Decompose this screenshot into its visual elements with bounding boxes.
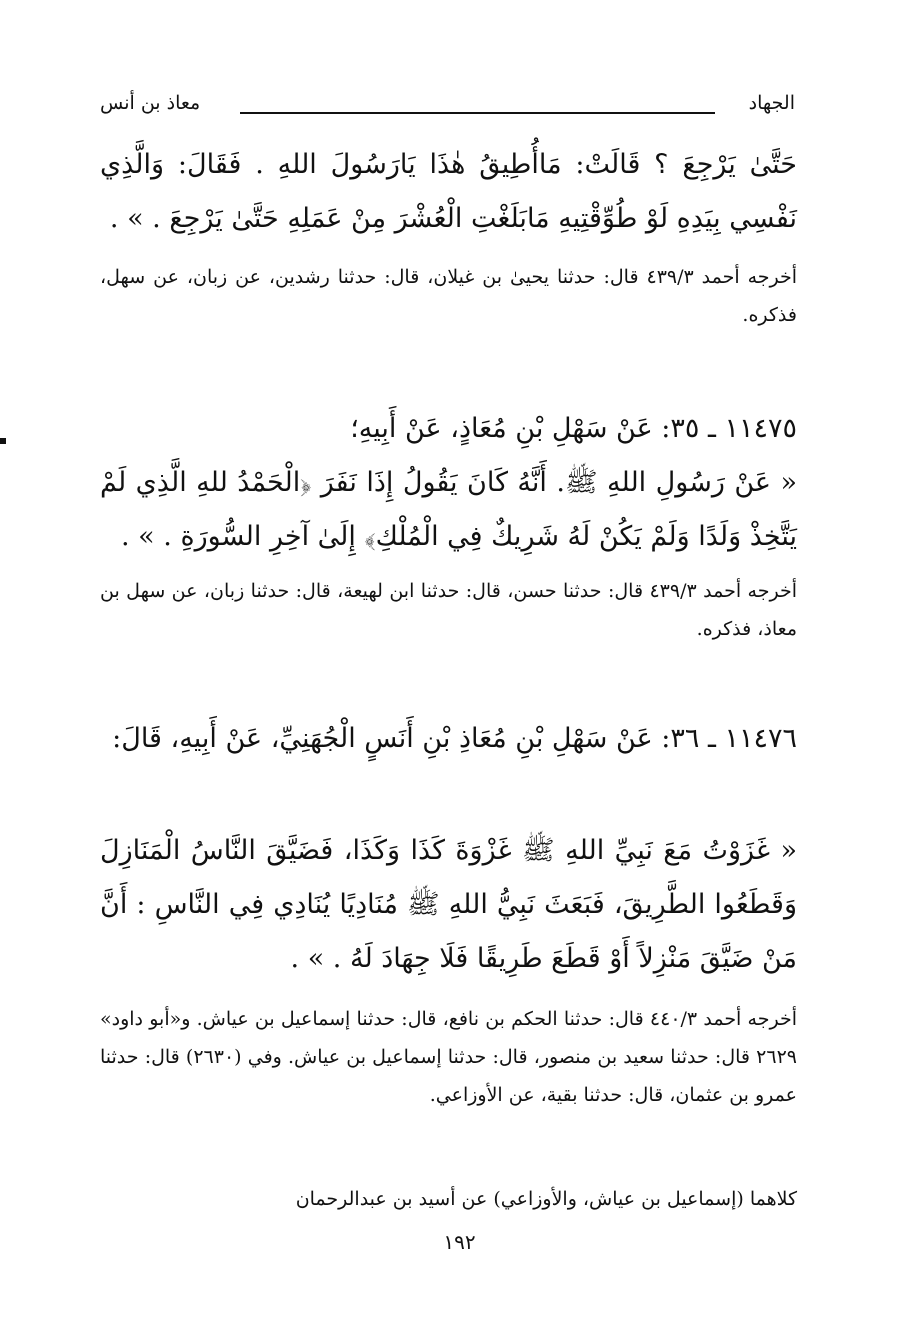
hadith-chain: عَنْ سَهْلِ بْنِ مُعَاذِ بْنِ أَنَسٍ الْجُهَنِيِّ، عَنْ أَبِيهِ، قَالَ: (112, 723, 653, 754)
page-number: ١٩٢ (443, 1230, 476, 1254)
takhrij-note-1: أخرجه أحمد ٤٣٩/٣ قال: حدثنا يحيىٰ بن غيلان، قال: حدثنا رشدين، عن زبان، عن سهل، فذكره. (100, 266, 798, 326)
hadith-11476-text: « غَزَوْتُ مَعَ نَبِيِّ اللهِ ﷺ غَزْوَةَ كَذَا وَكَذَا، فَضَيَّقَ النَّاسُ الْمَنَازِلَ وَقَطَعُوا الطَّرِيقَ، فَبَعَثَ نَبِيُّ اللهِ ﷺ مُنَادِيًا يُنَادِي فِي النَّاسِ : أَنَّ مَنْ ضَيَّقَ مَنْزِلاً أَوْ قَطَعَ طَرِيقًا فَلَا جِهَادَ لَهُ . » . (100, 835, 797, 974)
hadith-continuation: حَتَّىٰ يَرْجِعَ ؟ قَالَتْ: مَاأُطِيقُ هٰذَا يَارَسُولَ اللهِ . فَقَالَ: وَالَّذِي نَفْسِي بِيَدِهِ لَوْ طُوِّقْتِيهِ مَابَلَغْتِ الْعُشْرَ مِنْ عَمَلِهِ حَتَّىٰ يَرْجِعَ . » . (100, 149, 797, 234)
hadith-11475-text: « عَنْ رَسُولِ اللهِ ﷺ. أَنَّهُ كَانَ يَقُولُ إِذَا نَفَرَ ﴿الْحَمْدُ للهِ الَّذِي لَمْ يَتَّخِذْ وَلَدًا وَلَمْ يَكُنْ لَهُ شَرِيكٌ فِي الْمُلْكِ﴾ إِلَىٰ آخِرِ السُّورَةِ . » . (100, 467, 797, 552)
takhrij-note-3: أخرجه أحمد ٤٤٠/٣ قال: حدثنا الحكم بن نافع، قال: حدثنا إسماعيل بن عياش. و«أبو داود» ٢٦٢٩ قال: حدثنا سعيد بن منصور، قال: حدثنا إسماعيل بن عياش. وفي (٢٦٣٠) قال: حدثنا عمرو بن عثمان، قال: حدثنا بقية، عن الأوزاعي. (100, 1008, 797, 1106)
hadith-11476-heading (100, 712, 797, 766)
takhrij-note-4: كلاهما (إسماعيل بن عياش، والأوزاعي) عن أسيد بن عبدالرحمان (295, 1188, 797, 1210)
hadith-number: ١١٤٧٦ ـ ٣٦: (661, 723, 797, 754)
takhrij-note-2: أخرجه أحمد ٤٣٩/٣ قال: حدثنا حسن، قال: حدثنا ابن لهيعة، قال: حدثنا زبان، عن سهل بن معاذ، فذكره. (100, 580, 797, 640)
running-header (100, 92, 795, 122)
header-chapter-title: الجهاد (748, 92, 795, 114)
margin-mark (0, 438, 6, 444)
header-rule (240, 112, 715, 114)
hadith-chain: عَنْ سَهْلِ بْنِ مُعَاذٍ، عَنْ أَبِيهِ؛ (350, 413, 653, 444)
hadith-11475-heading (100, 402, 797, 456)
hadith-number: ١١٤٧٥ ـ ٣٥: (661, 413, 797, 444)
header-section-title: معاذ بن أنس (100, 92, 201, 114)
